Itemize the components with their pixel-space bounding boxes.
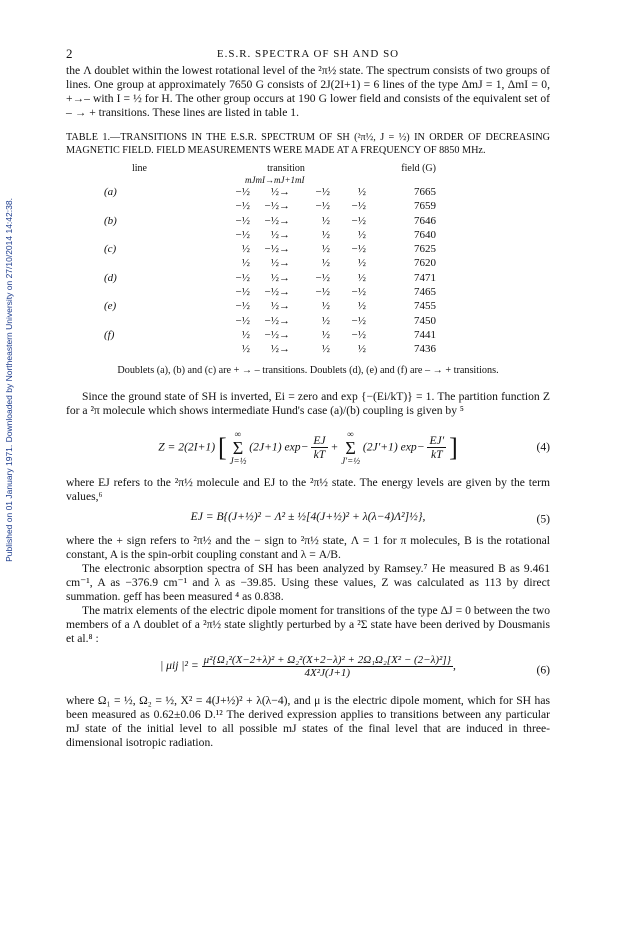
eq6-lhs: | μij |² = (160, 658, 199, 672)
para-ground-state: Since the ground state of SH is inverted, Ei = zero and exp {−(Ei/kT)} = 1. The partition function Z for a ²π molecule which shows intermediate Hund's case (a)/(b) coupling is given by ⁵ (66, 389, 550, 417)
table-cell-a: −½ (235, 286, 250, 299)
table-cell-field: 7436 (414, 343, 436, 356)
eq4-term-1: (2J+1) exp− (249, 440, 309, 454)
table-cell-field: 7620 (414, 257, 436, 270)
table-cell-c: ½ (321, 343, 330, 356)
eq5-body: EJ = B{(J+½)² − Λ² ± ½[4(J+½)² + λ(λ−4)Λ²]½}, (190, 509, 426, 523)
table-cell-a: ½ (241, 328, 250, 341)
table-cell-line (66, 256, 214, 270)
para-matrix-elements: The matrix elements of the electric dipole moment for transitions of the type ΔJ = 0 between the two members of a Λ doublet of a ²π½ state slightly perturbed by a ²Σ state have been derived by Dousmanis et al.⁸ : (66, 603, 550, 645)
table-cell-d: −½ (351, 243, 366, 256)
table-cell-d: ½ (357, 300, 366, 313)
eq4-number: (4) (536, 440, 550, 454)
table-cell-field: 7471 (414, 271, 436, 284)
table-cell-c: ½ (321, 228, 330, 241)
table-cell-c: ½ (321, 300, 330, 313)
table-cell-line: (b) (104, 214, 117, 227)
table-cell-field: 7665 (414, 186, 436, 198)
table-cell-line: (e) (104, 300, 117, 313)
table-cell-d: ½ (357, 186, 366, 198)
table-row (66, 256, 550, 270)
paper-page (66, 46, 550, 750)
table-cell-line (66, 199, 214, 213)
table-cell-b: ½→ (270, 300, 290, 313)
table-cell-field: 7455 (414, 300, 436, 313)
table-cell-c: −½ (315, 186, 330, 198)
table-cell-line (66, 314, 214, 328)
table-cell-a: −½ (235, 228, 250, 241)
col-field-header: field (G) (401, 163, 436, 174)
equation-5 (66, 510, 550, 528)
table-caption: TABLE 1.—TRANSITIONS IN THE E.S.R. SPECTRUM OF SH (²π½, J = ½) IN ORDER OF DECREASING MAGNETIC FIELD. FIELD MEASUREMENTS WERE MADE AT A FREQUENCY OF 8850 MHz. (66, 132, 550, 156)
table-row (66, 299, 550, 313)
transition-table (66, 163, 550, 357)
table-cell-d: −½ (351, 200, 366, 213)
table-cell-d: −½ (351, 286, 366, 299)
table-cell-b: ½→ (270, 228, 290, 241)
eq4-plus: + (330, 440, 339, 454)
table-cell-b: −½→ (264, 286, 290, 299)
table-cell-line: (d) (104, 271, 117, 284)
table-cell-line: (f) (104, 328, 115, 341)
table-cell-line (66, 285, 214, 299)
table-cell-field: 7646 (414, 214, 436, 227)
table-cell-d: −½ (351, 214, 366, 227)
table-cell-a: ½ (241, 243, 250, 256)
eq5-number: (5) (536, 512, 550, 526)
para-energy-levels: where EJ refers to the ²π½ molecule and EJ to the ²π½ state. The energy levels are given by the term values,⁶ (66, 475, 550, 503)
table-row (66, 242, 550, 256)
table-cell-line: (a) (104, 186, 117, 198)
table-cell-b: ½→ (270, 271, 290, 284)
equation-4: Z = 2(2I+1) [ ∞ Σ J=½ (2J+1) exp− $\frac{EJ}{kT}$ + ∞ Σ J′=½ (2J′+1) exp− $\frac{EJ'}{kT}$ ] (4) (158, 428, 550, 466)
table-cell-b: −½→ (264, 200, 290, 213)
table-cell-b: −½→ (264, 214, 290, 227)
table-cell-field: 7450 (414, 314, 436, 327)
eq4-sum-2: ∞ Σ J′=½ (341, 428, 360, 466)
para-sign: where the + sign refers to ²π½ and the − sign to ²π½ state, Λ = 1 for π molecules, B is the rotational constant, A is the spin-orbit coupling constant and λ = A/B. (66, 533, 550, 561)
eq4-sum-1: ∞ Σ J=½ (229, 428, 247, 466)
table-cell-line: (c) (104, 243, 117, 256)
table-cell-c: −½ (315, 286, 330, 299)
para-ramsey: The electronic absorption spectra of SH has been analyzed by Ramsey.⁷ He measured B as 9.461 cm⁻¹, A as −376.9 cm⁻¹ and λ as −39.85. Using these values, Z was calculated as 113 by direct summation. geff has been measured ⁴ as 0.838. (66, 561, 550, 603)
table-cell-d: ½ (357, 271, 366, 284)
table-cell-d: ½ (357, 257, 366, 270)
table-cell-b: −½→ (264, 314, 290, 327)
table-cell-c: ½ (321, 328, 330, 341)
table-row (66, 228, 550, 242)
table-row (66, 328, 550, 342)
eq4-frac-2: $\frac{EJ'}{kT}$ (429, 434, 445, 462)
equation-6: | μij |² = $\frac{\text{μ²\{Ω₁²(X−2+λ)² + Ω₂²(X+2−λ)² + 2Ω₁Ω₂[X² − (2−λ)²]\}}}{\text{4X²J(J+1)}}$ , (6) (160, 653, 550, 679)
table-header (66, 163, 550, 174)
table-cell-a: −½ (235, 186, 250, 198)
table-cell-a: −½ (235, 271, 250, 284)
table-cell-field: 7625 (414, 243, 436, 256)
table-row (66, 314, 550, 328)
eq6-frac: $\frac{\text{μ²\{Ω₁²(X−2+λ)² + Ω₂²(X+2−λ)² + 2Ω₁Ω₂[X² − (2−λ)²]\}}}{\text{4X²J(J+1)}}$ (203, 653, 452, 679)
table-cell-d: −½ (351, 314, 366, 327)
table-cell-a: −½ (235, 314, 250, 327)
table-cell-field: 7659 (414, 200, 436, 213)
table-cell-c: ½ (321, 314, 330, 327)
table-row (66, 199, 550, 213)
table-cell-a: −½ (235, 300, 250, 313)
table-cell-field: 7441 (414, 328, 436, 341)
table-cell-c: ½ (321, 243, 330, 256)
table-cell-a: −½ (235, 214, 250, 227)
table-cell-b: ½→ (270, 186, 290, 198)
table-cell-c: ½ (321, 257, 330, 270)
para-final: where Ω₁ = ½, Ω₂ = ½, X² = 4(J+½)² + λ(λ−4), and μ is the electric dipole moment, which for SH has been measured as 0.62±0.06 D.¹² The derived expression applies to transitions between any particular mJ state of the initial level to all possible mJ states of the final level that are induced in three-dimensional isotropic radiation. (66, 693, 550, 749)
table-note: Doublets (a), (b) and (c) are + → – transitions. Doublets (d), (e) and (f) are – → + transitions. (117, 364, 499, 376)
table-body (66, 185, 550, 357)
eq6-number: (6) (536, 663, 550, 677)
table-cell-b: ½→ (270, 343, 290, 356)
table-cell-a: −½ (235, 200, 250, 213)
table-cell-line (66, 228, 214, 242)
download-note: Published on 01 January 1971. Downloaded by Northeastern University on 27/10/2014 14:42:38. (4, 198, 14, 562)
table-cell-line (66, 342, 214, 356)
table-cell-a: ½ (241, 257, 250, 270)
table-cell-c: −½ (315, 271, 330, 284)
table-row (66, 185, 550, 199)
table-cell-b: −½→ (264, 328, 290, 341)
table-row (66, 214, 550, 228)
table-cell-c: −½ (315, 200, 330, 213)
intro-paragraph: the Λ doublet within the lowest rotational level of the ²π½ state. The spectrum consists of two groups of lines. One group at approximately 7650 G consists of 2J(2I+1) = 6 lines of the type ΔmJ = 1, ΔmI = 0, +→– with I = ½ for H. The other group occurs at 190 G lower field and consists of the equivalent set of – → + transitions. These lines are listed in table 1. (66, 64, 550, 119)
eq4-term-2: (2J′+1) exp− (362, 440, 425, 454)
col-transition-header: transition (267, 163, 305, 174)
download-watermark (0, 150, 18, 610)
col-line-header: line (132, 163, 147, 174)
table-row (66, 342, 550, 356)
table-cell-a: ½ (241, 343, 250, 356)
eq4-lhs: Z = 2(2I+1) (158, 440, 216, 454)
table-cell-field: 7465 (414, 286, 436, 299)
table-cell-b: ½→ (270, 257, 290, 270)
running-header (66, 46, 550, 64)
eq4-frac-1: $\frac{EJ}{kT}$ (313, 434, 326, 462)
table-cell-field: 7640 (414, 228, 436, 241)
table-cell-c: ½ (321, 214, 330, 227)
table-row (66, 285, 550, 299)
table-cell-b: −½→ (264, 243, 290, 256)
transition-subheader: mJmI→mJ+1mI (245, 175, 305, 185)
table-row (66, 271, 550, 285)
table-cell-d: −½ (351, 328, 366, 341)
table-cell-d: ½ (357, 228, 366, 241)
table-cell-d: ½ (357, 343, 366, 356)
page-number: 2 (66, 46, 73, 61)
running-title: E.S.R. SPECTRA OF SH AND SO (216, 48, 400, 60)
